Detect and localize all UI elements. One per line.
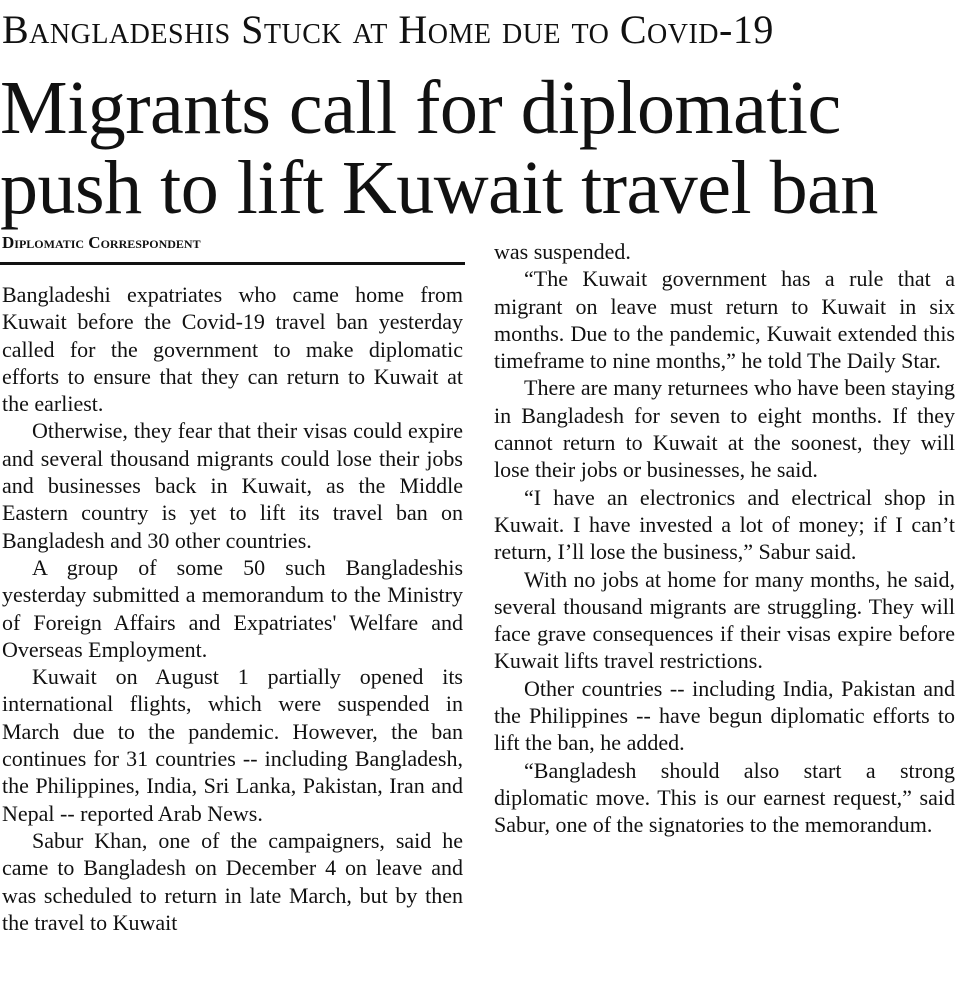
article-column-left	[2, 281, 463, 936]
article-headline	[0, 68, 957, 228]
paragraph: Sabur Khan, one of the campaigners, said he came to Bangladesh on December 4 on leave and was scheduled to return in late March, but by then the travel to Kuwait	[2, 827, 463, 935]
paragraph: “I have an electronics and electrical shop in Kuwait. I have invested a lot of money; if I can’t return, I’ll lose the business,” Sabur said.	[494, 484, 955, 565]
paragraph: Other countries -- including India, Pakistan and the Philippines -- have begun diplomatic efforts to lift the ban, he added.	[494, 675, 955, 756]
paragraph: With no jobs at home for many months, he said, several thousand migrants are struggling. They will face grave consequences if their visas expire before Kuwait lifts travel restrictions.	[494, 566, 955, 674]
paragraph: “The Kuwait government has a rule that a migrant on leave must return to Kuwait in six months. Due to the pandemic, Kuwait extended this timeframe to nine months,” he told The Daily Star.	[494, 266, 955, 374]
paragraph: Otherwise, they fear that their visas could expire and several thousand migrants could lose their jobs and businesses back in Kuwait, as the Middle Eastern country is yet to lift its travel ban on Bangladesh and 30 other countries.	[2, 418, 463, 553]
byline-divider	[0, 262, 465, 265]
paragraph: There are many returnees who have been staying in Bangladesh for seven to eight months. If they cannot return to Kuwait at the soonest, they will lose their jobs or businesses, he said.	[494, 375, 955, 483]
headline-line-1: Migrants call for diplomatic	[0, 66, 841, 150]
headline-line-2: push to lift Kuwait travel ban	[0, 146, 878, 230]
paragraph: Bangladeshi expatriates who came home from Kuwait before the Covid-19 travel ban yesterday called for the government to make diplomatic efforts to ensure that they can return to Kuwait at the earliest.	[2, 282, 463, 417]
paragraph: “Bangladesh should also start a strong diplomatic move. This is our earnest request,” said Sabur, one of the signatories to the memorandum.	[494, 757, 955, 838]
paragraph: A group of some 50 such Bangladeshis yesterday submitted a memorandum to the Ministry of Foreign Affairs and Expatriates' Welfare and Overseas Employment.	[2, 554, 463, 662]
article-byline: Diplomatic Correspondent	[2, 233, 201, 252]
article-column-right	[494, 238, 955, 839]
paragraph: Kuwait on August 1 partially opened its international flights, which were suspended in March due to the pandemic. However, the ban continues for 31 countries -- including Bangladesh, the Philippines, India, Sri Lanka, Pakistan, Iran and Nepal -- reported Arab News.	[2, 664, 463, 826]
article-kicker: Bangladeshis Stuck at Home due to Covid-19	[2, 7, 774, 52]
paragraph: was suspended.	[494, 239, 631, 264]
